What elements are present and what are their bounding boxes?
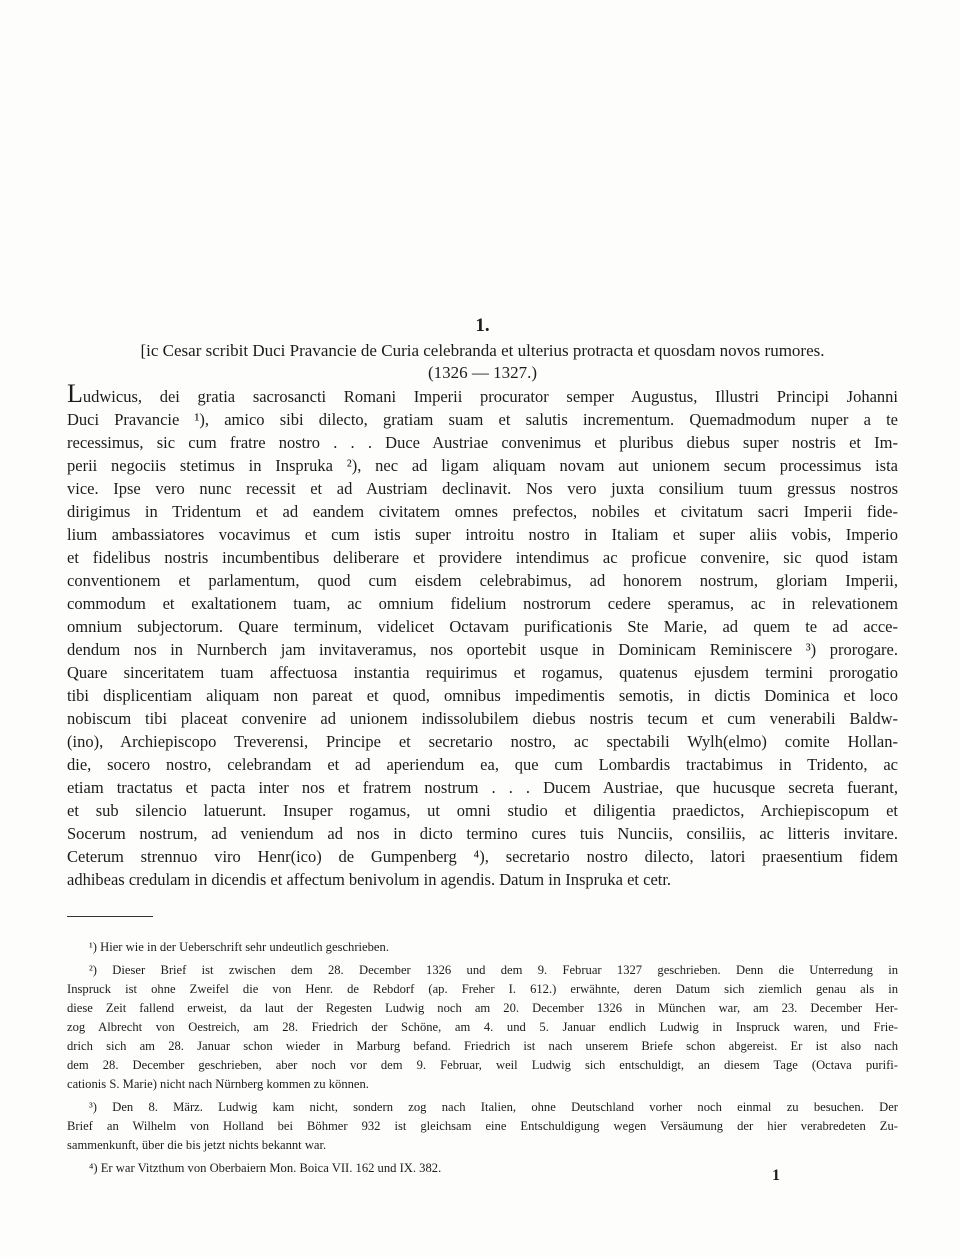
body-line: nobiscum tibi placeat convenire ad unionem indissolubilem diebus nostris tecum et cum venerabili Baldw- <box>67 709 898 728</box>
document-number: 1. <box>475 315 490 336</box>
footnote-line: Brief an Wilhelm von Holland bei Böhmer 932 ist gleichsam eine Entschuldigung wegen Versäumung der hier verabredeten Zu- <box>67 1119 898 1133</box>
document-page <box>67 0 898 1257</box>
body-line: etiam tractatus et pacta inter nos et fratrem nostrum . . . Ducem Austriae, que hucusque secreta fuerant, <box>67 778 898 797</box>
body-line: Duci Pravancie ¹), amico sibi dilecto, gratiam suam et salutis incrementum. Quemadmodum nuper a te <box>67 410 898 429</box>
footnote-line: ⁴) Er war Vitzthum von Oberbaiern Mon. Boica VII. 162 und IX. 382. <box>89 1161 442 1175</box>
footnote-line: Inspruck ist ohne Zweifel die von Henr. de Rebdorf (ap. Freher I. 612.) erwähnte, deren Datum sich ziemlich genau als in <box>67 982 898 996</box>
body-line: recessimus, sic cum fratre nostro . . . Duce Austriae convenimus et pluribus diebus super nostris et Im- <box>67 433 898 452</box>
body-line: Quare sinceritatem tuam affectuosa instantia requirimus et rogamus, quatenus ejusdem termini prorogatio <box>67 663 898 682</box>
footnote-separator <box>67 916 153 917</box>
body-line: Ceterum strennuo viro Henr(ico) de Gumpenberg ⁴), secretario nostro dilecto, latori praesentium fidem <box>67 847 898 866</box>
heading-line: [ic Cesar scribit Duci Pravancie de Curia celebranda et ulterius protracta et quosdam novos rumores. <box>140 341 825 360</box>
document-heading <box>67 340 898 384</box>
body-line: Ludwicus, dei gratia sacrosancti Romani Imperii procurator semper Augustus, Illustri Principi Johanni <box>67 379 898 408</box>
body-line: et fidelibus nostris incumbentibus deliberare et providere intendimus ac proficue convenire, sic quod istam <box>67 548 898 567</box>
heading-date: (1326 — 1327.) <box>427 363 538 382</box>
footnote-line: ¹) Hier wie in der Ueberschrift sehr undeutlich geschrieben. <box>89 940 389 954</box>
body-line: die, socero nostro, celebrandam et ad aperiendum ea, que cum Lombardis tractabimus in Tridento, ac <box>67 755 898 774</box>
body-line: adhibeas credulam in dicendis et affectum benivolum in agendis. Datum in Inspruka et cetr. <box>67 870 672 889</box>
footnote-line: zog Albrecht von Oestreich, am 28. Friedrich der Schöne, am 4. und 5. Januar endlich Ludwig in Inspruck waren, und Frie- <box>67 1020 898 1034</box>
footnote-line: diese Zeit fallend erweist, da laut der Regesten Ludwig noch am 20. December 1326 in München war, am 23. December Her- <box>67 1001 898 1015</box>
body-line: tibi displicentiam aliquam non pareat et quod, omnibus impedimentis semotis, in dictis Dominica et loco <box>67 686 898 705</box>
body-line: dendum nos in Nurnberch jam invitaveramus, nos oportebit usque in Dominicam Reminiscere ³) prorogare. <box>67 640 898 659</box>
footnote-line: dem 28. December geschrieben, aber noch vor dem 9. Februar, weil Ludwig sich entschuldigt, an diesem Tage (Octava purifi- <box>67 1058 898 1072</box>
body-line: commodum et exaltationem tuam, ac omnium fidelium nostrorum cedere speramus, ac in relevationem <box>67 594 898 613</box>
footnote-line: ²) Dieser Brief ist zwischen dem 28. December 1326 und dem 9. Februar 1327 geschrieben. Denn die Unterredung in <box>89 963 898 977</box>
letter-body <box>67 379 898 891</box>
footnote-line: sammenkunft, über die bis jetzt nichts bekannt war. <box>67 1138 327 1152</box>
body-line: conventionem et parlamentum, quod cum eisdem celebrabimus, ad honorem nostrum, gloriam Imperii, <box>67 571 898 590</box>
body-line: (ino), Archiepiscopo Treverensi, Principe et secretario nostro, ac spectabili Wylh(elmo) comite Hollan- <box>67 732 898 751</box>
body-line: dirigimus in Tridentum et ad eandem civitatem omnes prefectos, nobiles et civitatum sacri Imperii fide- <box>67 502 898 521</box>
body-line: lium ambassiatores vocavimus et cum istis super introitu nostro in Italiam et super aliis vobis, Imperio <box>67 525 898 544</box>
footnote-line: cationis S. Marie) nicht nach Nürnberg kommen zu können. <box>67 1077 369 1091</box>
footnote-line: ³) Den 8. März. Ludwig kam nicht, sondern zog nach Italien, ohne Deutschland vorher noch einmal zu besuchen. Der <box>89 1100 898 1114</box>
body-line: omnium subjectorum. Quare terminum, videlicet Octavam purificationis Ste Marie, ad quem te ad acce- <box>67 617 898 636</box>
page-number: 1 <box>772 1167 780 1184</box>
body-line: Socerum nostrum, ad veniendum ad nos in dicto termino cures tuis Nunciis, consiliis, ac litteris invitare. <box>67 824 898 843</box>
body-line: perii negociis stetimus in Inspruka ²), nec ad ligam aliquam novam aut unionem secum processimus ista <box>67 456 898 475</box>
footnotes <box>67 938 898 1178</box>
body-line: et sub silencio latuerunt. Insuper rogamus, ut omni studio et diligentia praedictos, Archiepiscopum et <box>67 801 898 820</box>
body-line: vice. Ipse vero nunc recessit et ad Austriam declinavit. Nos vero juxta consilium tuum gressus nostros <box>67 479 898 498</box>
footnote-line: drich sich am 28. Januar schon wieder in Marburg befand. Friedrich ist nach unserem Briefe schon abgereist. Er ist also nach <box>67 1039 898 1053</box>
